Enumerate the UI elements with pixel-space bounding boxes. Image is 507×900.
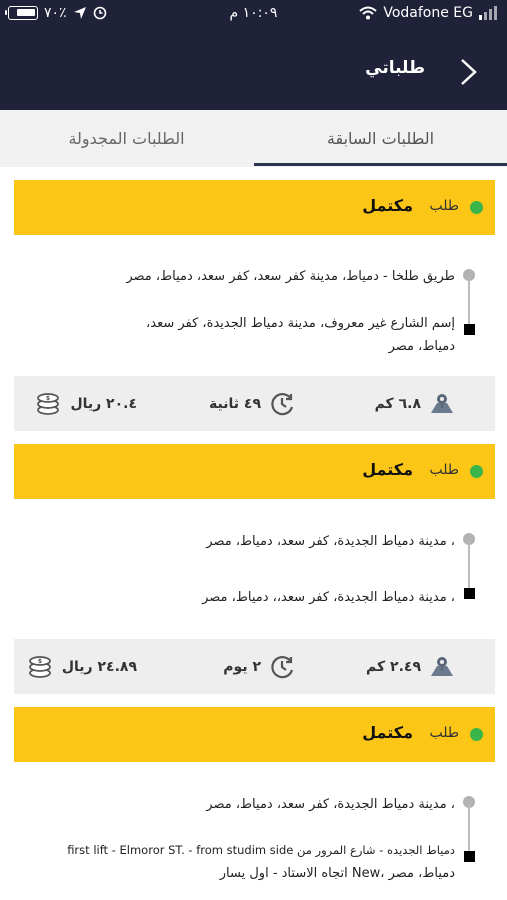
clock-icon xyxy=(269,654,295,680)
duration-value: ٤٩ ثانية xyxy=(209,395,261,412)
request-status-header[interactable] xyxy=(14,444,495,499)
pickup-address: طريق طلخا - دمياط، مدينة كفر سعد، كفر سعد، دمياط، مصر xyxy=(126,269,455,284)
status-dot-icon xyxy=(470,465,483,478)
svg-text:$: $ xyxy=(46,394,51,402)
request-route[interactable] xyxy=(14,262,495,362)
request-status-header[interactable] xyxy=(14,707,495,762)
distance-metric xyxy=(366,639,455,694)
status-dot-icon xyxy=(470,201,483,214)
dropoff-square-icon xyxy=(464,851,475,862)
request-label: طلب xyxy=(429,198,459,214)
dropoff-address-line1: ، مدينة دمياط الجديدة، كفر سعد،، دمياط، مصر xyxy=(202,590,455,605)
request-metrics xyxy=(14,639,495,694)
route-line xyxy=(468,541,470,591)
duration-metric xyxy=(223,639,295,694)
request-status: مكتمل xyxy=(362,196,413,215)
map-pin-icon xyxy=(429,391,455,417)
price-value: ٢٠.٤ ريال xyxy=(70,395,137,412)
price-metric xyxy=(34,376,137,431)
dropoff-square-icon xyxy=(464,588,475,599)
duration-value: ٢ يوم xyxy=(223,658,261,675)
tab-scheduled-requests[interactable]: الطلبات المجدولة xyxy=(68,129,185,148)
request-label: طلب xyxy=(429,462,459,478)
request-metrics xyxy=(14,376,495,431)
request-route[interactable] xyxy=(14,530,495,610)
status-right xyxy=(359,5,497,21)
request-route[interactable] xyxy=(14,793,495,893)
distance-metric xyxy=(375,376,455,431)
tab-active-indicator xyxy=(254,163,507,166)
request-status: مكتمل xyxy=(362,723,413,742)
price-metric xyxy=(26,639,137,694)
pickup-address: ، مدينة دمياط الجديدة، كفر سعد، دمياط، مصر xyxy=(206,534,455,549)
dropoff-address-line1: إسم الشارع غير معروف، مدينة دمياط الجديدة، كفر سعد، xyxy=(146,316,455,331)
coins-icon xyxy=(34,391,62,417)
coins-icon xyxy=(26,654,54,680)
duration-metric xyxy=(209,376,295,431)
dropoff-address-line2: دمياط، مصر ،New اتجاه الاستاد - اول يسار xyxy=(219,866,455,881)
dropoff-square-icon xyxy=(464,324,475,335)
route-line xyxy=(468,804,470,854)
request-status: مكتمل xyxy=(362,460,413,479)
pickup-address: ، مدينة دمياط الجديدة، كفر سعد، دمياط، مصر xyxy=(206,797,455,812)
clock-icon xyxy=(269,391,295,417)
page-title: طلباتي xyxy=(365,58,425,78)
carrier-name: Vodafone EG xyxy=(383,5,473,21)
status-dot-icon xyxy=(470,728,483,741)
status-time: ١٠:٠٩ م xyxy=(229,5,278,21)
request-label: طلب xyxy=(429,725,459,741)
signal-icon xyxy=(479,6,497,20)
dropoff-address-line2: دمياط، مصر xyxy=(388,339,455,354)
tab-previous-requests[interactable]: الطلبات السابقة xyxy=(326,129,435,148)
price-value: ٢٤.٨٩ ريال xyxy=(61,658,137,675)
status-bar xyxy=(0,0,507,30)
nav-bar xyxy=(0,30,507,110)
tab-bar xyxy=(0,110,507,167)
distance-value: ٢.٤٩ كم xyxy=(366,658,421,675)
map-pin-icon xyxy=(429,654,455,680)
dropoff-address-line1: دمياط الجديده - شارع المرور من first lift - Elmoror ST. - from studim side xyxy=(67,843,455,857)
wifi-icon xyxy=(359,6,377,20)
distance-value: ٦.٨ كم xyxy=(374,395,421,412)
request-status-header[interactable] xyxy=(14,180,495,235)
battery-percent: ٧٠٪ xyxy=(44,5,67,21)
chevron-right-icon[interactable] xyxy=(457,58,481,86)
route-line xyxy=(468,277,470,327)
svg-text:$: $ xyxy=(37,657,42,665)
